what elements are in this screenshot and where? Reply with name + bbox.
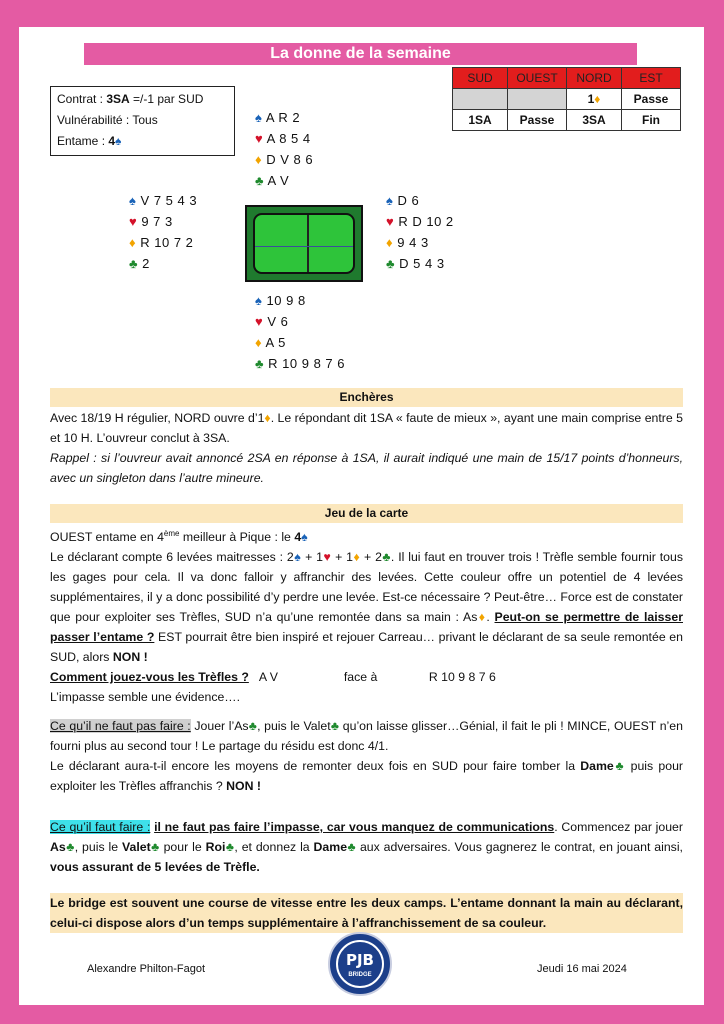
jeu-line-1: [50, 524, 683, 547]
bid-value: Passe: [633, 92, 669, 106]
lead-value: 4: [108, 134, 116, 148]
hand-south: [255, 290, 345, 374]
club-icon: ♣: [347, 840, 357, 854]
faut-text: [50, 817, 683, 877]
valet-word: Valet: [121, 840, 151, 854]
rappel-paragraph: Rappel : si l’ouvreur avait annoncé 2SA en réponse à 1SA, il aurait indiqué une main de 15/17 points d’honneurs, avec un singleton dans l’autre mineure.: [50, 451, 683, 485]
text-run: Jouer l’As: [190, 719, 249, 733]
text-run: EST pourrait être bien inspiré et rejouer Carreau… privant le déclarant de sa seule remontée en SUD, alors: [50, 630, 683, 665]
heart-icon: ♥: [386, 214, 395, 229]
section-heading-encheres: Enchères: [50, 388, 683, 407]
heart-icon: ♥: [255, 131, 264, 146]
table-felt: [253, 213, 355, 274]
south-diamonds: A 5: [265, 335, 286, 350]
author: Alexandre Philton-Fagot: [87, 963, 206, 975]
spade-icon: ♠: [129, 193, 137, 208]
diamond-icon: ♦: [352, 550, 361, 565]
text-run: Avec 18/19 H régulier, NORD ouvre d’1: [50, 411, 265, 425]
bid-header-ouest: OUEST: [508, 68, 567, 89]
lead-line: [57, 131, 234, 152]
roi-word: Roi: [205, 840, 226, 854]
spade-icon: ♠: [301, 530, 308, 545]
spade-icon: ♠: [386, 193, 394, 208]
vulnerability-line: Vulnérabilité : Tous: [57, 113, 158, 127]
text-run: , puis le Valet: [257, 719, 331, 733]
club-icon: ♣: [255, 356, 265, 371]
north-spades: A R 2: [265, 110, 301, 125]
club-icon: ♣: [129, 256, 139, 271]
text-run: .: [486, 610, 495, 625]
bid-value: 1SA: [468, 113, 492, 127]
faut-bold: il ne faut pas faire l’impasse, car vous manquez de communications: [154, 820, 555, 834]
card-table-graphic: [245, 205, 363, 282]
text-run: Le déclarant compte 6 levées maitresses : 2: [50, 550, 294, 565]
encheres-text: [50, 408, 683, 488]
faut-pas-text: [50, 716, 683, 796]
east-hearts: R D 10 2: [398, 214, 454, 229]
spade-icon: ♠: [255, 110, 263, 125]
east-clubs: D 5 4 3: [399, 256, 445, 271]
dame-word: Dame: [580, 759, 614, 773]
south-clubs: R 10 9 8 7 6: [268, 356, 345, 371]
lead-card: 4: [294, 530, 302, 545]
east-diamonds: 9 4 3: [397, 235, 429, 250]
east-spades: D 6: [397, 193, 420, 208]
bid-value: Fin: [642, 113, 660, 127]
north-clubs-ref: A V: [258, 670, 279, 685]
logo-text: PJB: [345, 951, 374, 969]
text-run: . Il lui faut en trouver trois ! Trèfle semble fournir tous les gages pour cela. Il va donc falloir y affranchir des levées. Cette couleur offre un potentiel de 4 levées supplémentaires, il y a donc possibilité d’y perdre une levée. Est-ce nécessaire ? Peut-être… Force est de constater que pour exploiter ses Trèfles, SUD n’a qu’une remontée dans sa main : As: [50, 550, 683, 625]
spade-icon: ♠: [115, 134, 122, 148]
south-hearts: V 6: [267, 314, 289, 329]
diamond-icon: ♦: [129, 235, 137, 250]
bid-value: Passe: [519, 113, 555, 127]
logo-subtext: BRIDGE: [348, 972, 372, 978]
lead-label: Entame :: [57, 134, 109, 148]
diamond-icon: ♦: [477, 610, 487, 625]
faut-pas-label: Ce qu’il ne faut pas faire :: [50, 719, 191, 733]
north-diamonds: D V 8 6: [266, 152, 314, 167]
text-run: , et donnez la: [234, 840, 314, 854]
bid-cell: [622, 89, 681, 110]
north-clubs: A V: [267, 173, 290, 188]
page: [19, 27, 704, 1005]
club-icon: ♣: [248, 719, 258, 733]
spade-icon: ♠: [293, 550, 302, 565]
text-run: . Commencez par jouer: [554, 820, 683, 834]
bid-header-est: EST: [622, 68, 681, 89]
text-run: + 1: [331, 550, 353, 565]
club-icon: ♣: [386, 256, 396, 271]
bid-header-nord: NORD: [567, 68, 622, 89]
hand-north: [255, 107, 313, 191]
text-run: puis pour exploiter les Trèfles affranchis ?: [50, 759, 683, 793]
faut-label: Ce qu’il faut faire :: [50, 820, 151, 834]
contract-rest: =/-1 par SUD: [129, 92, 204, 106]
faut-pas-paragraph-2: [50, 756, 683, 796]
north-hearts: A 8 5 4: [266, 131, 311, 146]
diamond-icon: ♦: [255, 152, 263, 167]
bid-cell: [453, 110, 508, 131]
diamond-icon: ♦: [255, 335, 263, 350]
south-spades: 10 9 8: [266, 293, 306, 308]
spade-icon: ♠: [255, 293, 263, 308]
question-1: Peut-on se permettre de laisser passer l’entame ?: [50, 610, 683, 645]
bid-cell: [567, 110, 622, 131]
hand-east: [386, 190, 454, 274]
text-run: OUEST entame en 4: [50, 530, 164, 545]
text-run: aux adversaires. Vous gagnerez le contrat, en jouant ainsi,: [356, 840, 683, 854]
question-2: Comment jouez-vous les Trèfles ?: [50, 670, 249, 685]
conclusion: Le bridge est souvent une course de vitesse entre les deux camps. L’entame donnant la main au déclarant, celui-ci dispose alors d’un temps supplémentaire à l’affranchissement de sa couleur.: [50, 893, 683, 933]
west-hearts: 9 7 3: [141, 214, 173, 229]
faut-pas-paragraph: [50, 716, 683, 756]
heart-icon: ♥: [255, 314, 264, 329]
text-run: meilleur à Pique : le: [179, 530, 295, 545]
club-icon: ♣: [330, 719, 340, 733]
text-run: pour le: [159, 840, 206, 854]
jeu-text: [50, 524, 683, 707]
heart-icon: ♥: [323, 550, 332, 565]
bid-value: 3SA: [582, 113, 606, 127]
bid-value: 1: [587, 92, 595, 106]
bidding-table: [452, 67, 681, 131]
faut-paragraph: [50, 817, 683, 877]
bid-cell: [567, 89, 622, 110]
as-word: As: [50, 840, 66, 854]
club-icon: ♣: [255, 173, 265, 188]
dame-word: Dame: [313, 840, 348, 854]
encheres-paragraph: [50, 408, 683, 448]
text-run: , puis le: [74, 840, 122, 854]
text-run: + 1: [301, 550, 323, 565]
contract-line: [57, 89, 234, 110]
club-icon: ♣: [613, 759, 626, 773]
west-diamonds: R 10 7 2: [140, 235, 194, 250]
contract-label: Contrat :: [57, 92, 107, 106]
club-icon: ♣: [65, 840, 75, 854]
jeu-paragraph: [50, 547, 683, 667]
jeu-line-3: L’impasse semble une évidence….: [50, 690, 241, 705]
contract-box: [50, 86, 235, 156]
answer-no: NON !: [112, 650, 148, 665]
text-run-bold: vous assurant de 5 levées de Trèfle.: [50, 860, 260, 874]
page-title: La donne de la semaine: [84, 43, 637, 65]
text-run: . Le répondant dit 1SA « faute de mieux », ayant une main comprise entre 5 et 10 H. L’ouvreur conclut à 3SA.: [50, 411, 683, 445]
west-spades: V 7 5 4 3: [140, 193, 198, 208]
club-icon: ♣: [150, 840, 160, 854]
answer-no: NON !: [226, 779, 261, 793]
club-logo: [328, 932, 392, 996]
contract-value: 3SA: [106, 92, 130, 106]
heart-icon: ♥: [129, 214, 138, 229]
jeu-question-2: [50, 667, 683, 687]
diamond-icon: ♦: [594, 92, 601, 106]
bid-cell: [622, 110, 681, 131]
hand-west: [129, 190, 197, 274]
bid-cell: [453, 89, 508, 110]
face-label: face à: [343, 670, 378, 685]
west-clubs: 2: [142, 256, 150, 271]
diamond-icon: ♦: [386, 235, 394, 250]
text-run: + 2: [360, 550, 382, 565]
club-icon: ♣: [225, 840, 235, 854]
bid-header-sud: SUD: [453, 68, 508, 89]
bid-cell: [508, 110, 567, 131]
club-icon: ♣: [381, 550, 391, 565]
table-divider: [255, 246, 353, 247]
section-heading-jeu: Jeu de la carte: [50, 504, 683, 523]
text-run: Le déclarant aura-t-il encore les moyens de remonter deux fois en SUD pour faire tomber la: [50, 759, 581, 773]
south-clubs-ref: R 10 9 8 7 6: [428, 670, 496, 685]
bid-cell: [508, 89, 567, 110]
table-divider: [307, 215, 309, 272]
diamond-icon: ♦: [264, 411, 271, 425]
date: Jeudi 16 mai 2024: [537, 963, 627, 975]
superscript: ème: [163, 529, 180, 538]
text-run: qu’on laisse glisser…Génial, il fait le pli ! MINCE, OUEST n’en fourni plus au second tour ! Le partage du résidu est donc 4/1.: [50, 719, 683, 753]
